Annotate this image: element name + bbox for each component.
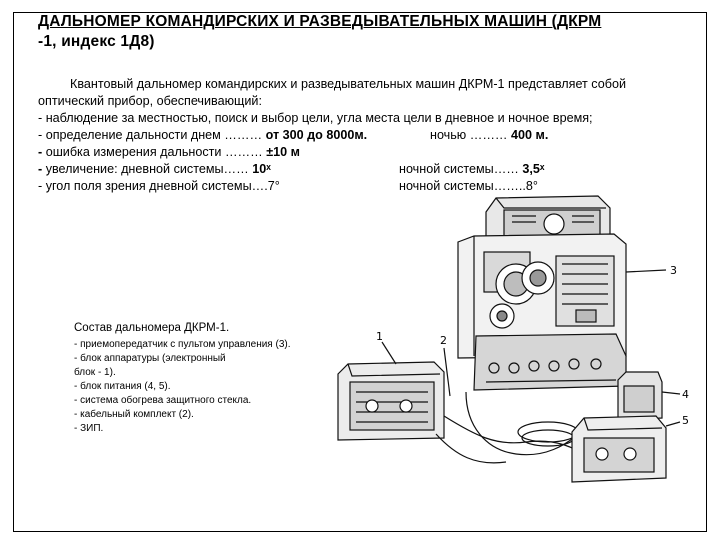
error-label: ошибка измерения дальности ……… xyxy=(45,145,267,159)
composition-heading: Состав дальномера ДКРМ-1. xyxy=(74,322,230,334)
label-2: 2 xyxy=(440,334,447,347)
label-3: 3 xyxy=(670,264,677,277)
composition-item: - блок питания (4, 5). xyxy=(74,381,171,392)
zoom-day-value: 10ˣ xyxy=(252,162,271,176)
fov-label: - угол поля зрения дневной системы…. xyxy=(38,179,268,193)
composition-list xyxy=(74,320,324,436)
rangefinder-drawing xyxy=(326,186,698,494)
zoom-label: увеличение: дневной системы…… xyxy=(45,162,253,176)
page-title xyxy=(38,12,708,52)
label-1: 1 xyxy=(376,330,383,343)
intro-line-2: оптический прибор, обеспечивающий: xyxy=(38,94,262,108)
composition-item: - система обогрева защитного стекла. xyxy=(74,395,252,406)
error-dash: - xyxy=(38,145,46,159)
intro-line-1: Квантовый дальномер командирских и разведывательных машин ДКРМ-1 представляет собой xyxy=(70,77,626,91)
description xyxy=(38,76,708,195)
range-dot: . xyxy=(363,128,368,142)
error-value: ±10 м xyxy=(266,145,300,159)
composition-item: блок - 1). xyxy=(74,367,116,378)
fov-night-value: 8° xyxy=(525,179,538,193)
composition-item: - приемопередатчик с пультом управления (3). xyxy=(74,339,291,350)
composition-item: - ЗИП. xyxy=(74,423,104,434)
item-zoom xyxy=(38,161,708,178)
zoom-night xyxy=(399,161,545,178)
range-night-label: ночью ……… xyxy=(430,128,512,142)
range-night xyxy=(430,127,548,144)
item-range xyxy=(38,127,708,144)
item-error xyxy=(38,144,708,161)
fov-day-value: 7° xyxy=(267,179,280,193)
range-label: - определение дальности днем ……… xyxy=(38,128,266,142)
label-5: 5 xyxy=(682,414,689,427)
composition-item: - кабельный комплект (2). xyxy=(74,409,194,420)
zoom-night-label: ночной системы…… xyxy=(399,162,523,176)
composition-item: - блок аппаратуры (электронный xyxy=(74,353,226,364)
fov-night-label: ночной системы…….. xyxy=(399,179,526,193)
zoom-dash: - xyxy=(38,162,46,176)
label-4: 4 xyxy=(682,388,689,401)
zoom-night-value: 3,5ˣ xyxy=(522,162,545,176)
item-observation: - наблюдение за местностью, поиск и выбор цели, угла места цели в дневное и ночное время; xyxy=(38,111,593,125)
title-line-2: -1, индекс 1Д8) xyxy=(38,33,155,50)
title-line-1: ДАЛЬНОМЕР КОМАНДИРСКИХ И РАЗВЕДЫВАТЕЛЬНЫХ МАШИН (ДКРМ xyxy=(38,13,602,30)
range-night-value: 400 м. xyxy=(511,128,549,142)
range-day-value: от 300 до 8000м xyxy=(265,128,364,142)
